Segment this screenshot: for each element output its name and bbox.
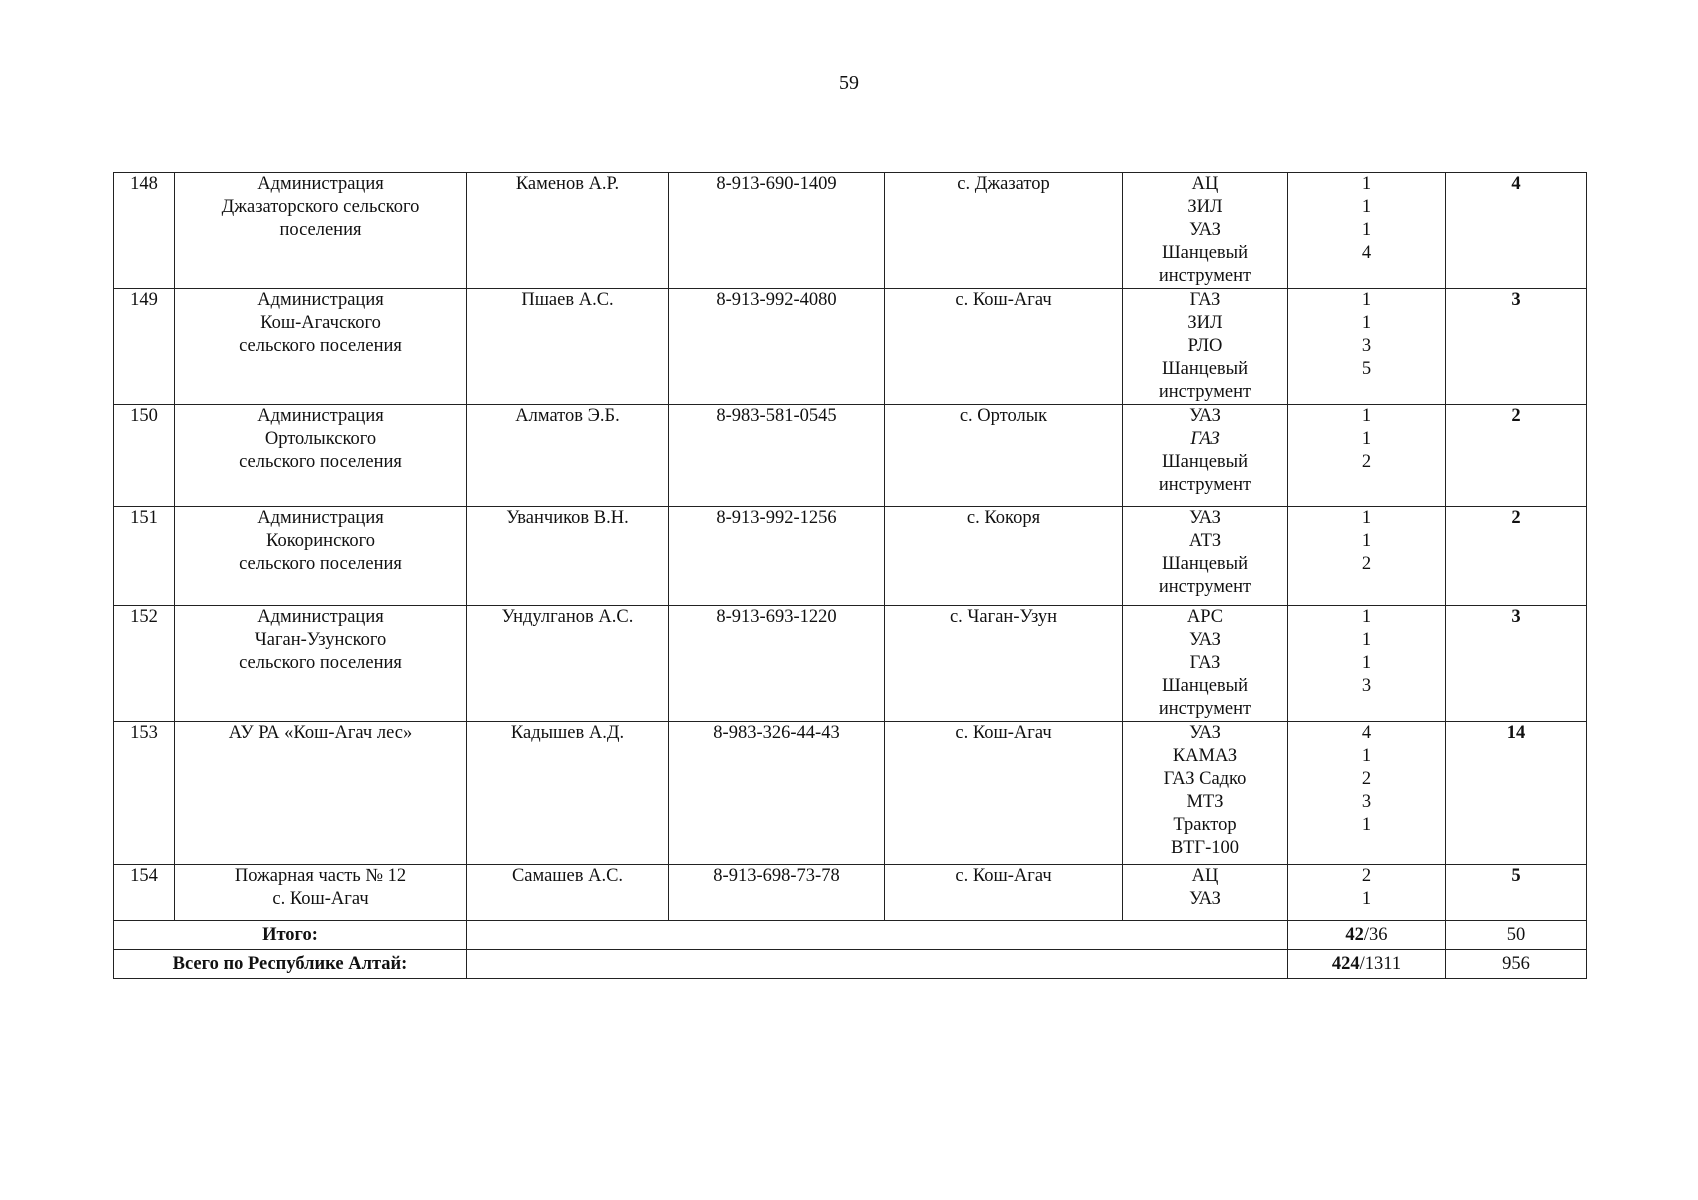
summary-count-cell	[1288, 921, 1446, 950]
responsible-person-cell	[467, 173, 669, 289]
locality: с. Кош-Агач	[955, 866, 1052, 886]
equipment-item: Шанцевый	[1162, 676, 1248, 696]
phone-cell	[669, 507, 885, 606]
equipment-item: ЗИЛ	[1187, 197, 1223, 217]
organization-line: сельского поселения	[239, 554, 402, 574]
organization-line: Чаган-Узунского	[254, 630, 387, 650]
row-number-cell	[114, 173, 175, 289]
equipment-item: АЦ	[1191, 866, 1219, 886]
equipment-item: УАЗ	[1189, 406, 1221, 426]
page-number: 59	[839, 72, 859, 94]
responsible-person-cell	[467, 507, 669, 606]
equipment-count: 1	[1361, 889, 1372, 909]
locality-cell	[885, 507, 1123, 606]
row-total: 3	[1511, 607, 1521, 627]
organization-line: Администрация	[257, 290, 384, 310]
equipment-count: 1	[1361, 607, 1372, 627]
equipment-count: 1	[1361, 429, 1372, 449]
summary-count-main: 424	[1331, 953, 1360, 974]
equipment-count: 1	[1361, 630, 1372, 650]
organization-line: сельского поселения	[239, 452, 402, 472]
row-total-cell	[1446, 865, 1587, 921]
summary-total-cell	[1446, 950, 1587, 979]
equipment-count: 1	[1361, 313, 1372, 333]
table-row	[114, 173, 1587, 289]
organization-line: сельского поселения	[239, 653, 402, 673]
row-number-cell	[114, 865, 175, 921]
equipment-cell	[1123, 865, 1288, 921]
locality: с. Кокоря	[966, 508, 1041, 528]
phone-number: 8-913-690-1409	[716, 174, 837, 194]
equipment-count: 1	[1361, 290, 1372, 310]
organization-cell	[175, 173, 467, 289]
equipment-item: Трактор	[1173, 815, 1237, 835]
equipment-item: инструмент	[1158, 577, 1252, 597]
row-number-cell	[114, 405, 175, 507]
organization-line: сельского поселения	[239, 336, 402, 356]
organization-line: Джазаторского сельского	[221, 197, 420, 217]
organization-line: Администрация	[257, 607, 384, 627]
summary-label: Всего по Республике Алтай:	[172, 953, 408, 974]
equipment-count: 1	[1361, 197, 1372, 217]
phone-cell	[669, 606, 885, 722]
summary-label-cell	[114, 950, 467, 979]
organization-line: с. Кош-Агач	[272, 889, 369, 909]
phone-cell	[669, 173, 885, 289]
equipment-count: 1	[1361, 406, 1372, 426]
equipment-item: Шанцевый	[1162, 452, 1248, 472]
phone-cell	[669, 722, 885, 865]
equipment-count: 3	[1361, 336, 1372, 356]
summary-count-main: 42	[1345, 924, 1364, 945]
phone-cell	[669, 289, 885, 405]
grand-total-row	[114, 950, 1587, 979]
equipment-item: УАЗ	[1189, 220, 1221, 240]
row-number-cell	[114, 289, 175, 405]
equipment-count: 1	[1361, 815, 1372, 835]
equipment-item: инструмент	[1158, 382, 1252, 402]
locality: с. Ортолык	[959, 406, 1048, 426]
phone-number: 8-913-992-1256	[716, 508, 837, 528]
table-row	[114, 405, 1587, 507]
row-total-cell	[1446, 507, 1587, 606]
row-number: 154	[130, 866, 158, 886]
equipment-count-cell	[1288, 507, 1446, 606]
equipment-count: 1	[1361, 508, 1372, 528]
responsible-person-cell	[467, 722, 669, 865]
summary-count-cell	[1288, 950, 1446, 979]
equipment-count-cell	[1288, 722, 1446, 865]
summary-label-cell	[114, 921, 467, 950]
row-total-cell	[1446, 722, 1587, 865]
summary-count-sub: /1311	[1359, 953, 1402, 974]
equipment-cell	[1123, 606, 1288, 722]
locality: с. Джазатор	[957, 174, 1050, 194]
row-total: 3	[1511, 290, 1521, 310]
equipment-count: 4	[1361, 243, 1372, 263]
equipment-count: 1	[1361, 220, 1372, 240]
organization-line: Пожарная часть № 12	[234, 866, 407, 886]
equipment-item: инструмент	[1158, 266, 1252, 286]
row-total: 2	[1511, 406, 1521, 426]
organization-line: поселения	[279, 220, 362, 240]
locality-cell	[885, 722, 1123, 865]
row-number: 149	[130, 290, 158, 310]
organization-line: Администрация	[257, 174, 384, 194]
summary-count	[1292, 953, 1441, 976]
equipment-count: 1	[1361, 531, 1372, 551]
equipment-count: 2	[1361, 554, 1372, 574]
responsible-person: Каменов А.Р.	[515, 174, 620, 194]
equipment-cell	[1123, 173, 1288, 289]
summary-empty-cell	[467, 921, 1288, 950]
equipment-count: 4	[1361, 723, 1372, 743]
row-total: 2	[1511, 508, 1521, 528]
table-row	[114, 865, 1587, 921]
row-total-cell	[1446, 606, 1587, 722]
row-total-cell	[1446, 405, 1587, 507]
summary-empty-cell	[467, 950, 1288, 979]
locality: с. Кош-Агач	[955, 290, 1052, 310]
equipment-count: 1	[1361, 746, 1372, 766]
responsible-person: Уванчиков В.Н.	[506, 508, 629, 528]
row-total-cell	[1446, 173, 1587, 289]
organization-cell	[175, 507, 467, 606]
equipment-cell	[1123, 722, 1288, 865]
equipment-item: АЦ	[1191, 174, 1219, 194]
row-total: 14	[1506, 723, 1526, 743]
subtotal-row	[114, 921, 1587, 950]
equipment-cell	[1123, 289, 1288, 405]
summary-total: 50	[1506, 924, 1526, 945]
locality-cell	[885, 289, 1123, 405]
summary-total-cell	[1446, 921, 1587, 950]
responsible-person: Самашев А.С.	[511, 866, 624, 886]
row-number: 148	[130, 174, 158, 194]
locality: с. Кош-Агач	[955, 723, 1052, 743]
locality-cell	[885, 865, 1123, 921]
organization-line: АУ РА «Кош-Агач лес»	[228, 723, 413, 743]
locality-cell	[885, 173, 1123, 289]
phone-cell	[669, 865, 885, 921]
equipment-item: АРС	[1186, 607, 1224, 627]
table-row	[114, 722, 1587, 865]
equipment-item: Шанцевый	[1162, 554, 1248, 574]
row-total: 5	[1511, 866, 1521, 886]
phone-number: 8-983-326-44-43	[713, 723, 840, 743]
summary-label: Итого:	[262, 924, 318, 945]
equipment-item: ГАЗ	[1189, 290, 1221, 310]
phone-number: 8-913-693-1220	[716, 607, 837, 627]
equipment-count-cell	[1288, 606, 1446, 722]
equipment-item: ГАЗ	[1190, 429, 1220, 449]
equipment-item: КАМАЗ	[1172, 746, 1238, 766]
equipment-item: ВТГ-100	[1170, 838, 1239, 858]
equipment-item: АТЗ	[1188, 531, 1222, 551]
equipment-cell	[1123, 405, 1288, 507]
responsible-person-cell	[467, 405, 669, 507]
phone-number: 8-913-992-4080	[716, 290, 837, 310]
phone-cell	[669, 405, 885, 507]
table-row	[114, 606, 1587, 722]
equipment-item: инструмент	[1158, 699, 1252, 719]
summary-count	[1292, 924, 1441, 947]
row-number-cell	[114, 507, 175, 606]
equipment-count: 1	[1361, 174, 1372, 194]
organization-line: Кош-Агачского	[260, 313, 381, 333]
table-row	[114, 289, 1587, 405]
equipment-count: 2	[1361, 769, 1372, 789]
table-row	[114, 507, 1587, 606]
row-number-cell	[114, 722, 175, 865]
row-total-cell	[1446, 289, 1587, 405]
equipment-count: 3	[1361, 676, 1372, 696]
row-number: 152	[130, 607, 158, 627]
equipment-count-cell	[1288, 289, 1446, 405]
row-total: 4	[1511, 174, 1521, 194]
row-number-cell	[114, 606, 175, 722]
responsible-person-cell	[467, 606, 669, 722]
equipment-item: Шанцевый	[1162, 359, 1248, 379]
equipment-count-cell	[1288, 173, 1446, 289]
equipment-item: УАЗ	[1189, 723, 1221, 743]
equipment-cell	[1123, 507, 1288, 606]
equipment-item: МТЗ	[1186, 792, 1224, 812]
locality-cell	[885, 606, 1123, 722]
locality-cell	[885, 405, 1123, 507]
summary-total: 956	[1502, 953, 1530, 974]
responsible-person-cell	[467, 865, 669, 921]
equipment-count: 5	[1361, 359, 1372, 379]
responsible-person-cell	[467, 289, 669, 405]
organization-cell	[175, 865, 467, 921]
organization-cell	[175, 606, 467, 722]
equipment-count: 2	[1361, 452, 1372, 472]
equipment-count: 2	[1361, 866, 1372, 886]
row-number: 150	[130, 406, 158, 426]
row-number: 151	[130, 508, 158, 528]
organization-line: Администрация	[257, 508, 384, 528]
organization-line: Кокоринского	[266, 531, 375, 551]
equipment-item: ЗИЛ	[1187, 313, 1223, 333]
equipment-count: 3	[1361, 792, 1372, 812]
responsible-person: Кадышев А.Д.	[510, 723, 625, 743]
row-number: 153	[130, 723, 158, 743]
equipment-table	[113, 172, 1587, 979]
locality: с. Чаган-Узун	[949, 607, 1058, 627]
organization-line: Администрация	[257, 406, 384, 426]
equipment-item: УАЗ	[1189, 889, 1221, 909]
equipment-count-cell	[1288, 865, 1446, 921]
equipment-item: РЛО	[1187, 336, 1223, 356]
equipment-item: ГАЗ Садко	[1163, 769, 1247, 789]
organization-cell	[175, 405, 467, 507]
responsible-person: Ундулганов А.С.	[501, 607, 634, 627]
equipment-item: ГАЗ	[1189, 653, 1221, 673]
organization-line: Ортолыкского	[264, 429, 377, 449]
phone-number: 8-913-698-73-78	[713, 866, 840, 886]
responsible-person: Алматов Э.Б.	[515, 406, 620, 426]
equipment-item: Шанцевый	[1162, 243, 1248, 263]
phone-number: 8-983-581-0545	[716, 406, 837, 426]
equipment-count-cell	[1288, 405, 1446, 507]
summary-count-sub: /36	[1363, 924, 1388, 945]
equipment-count: 1	[1361, 653, 1372, 673]
equipment-item: УАЗ	[1189, 508, 1221, 528]
responsible-person: Пшаев А.С.	[521, 290, 614, 310]
organization-cell	[175, 289, 467, 405]
equipment-item: УАЗ	[1189, 630, 1221, 650]
organization-cell	[175, 722, 467, 865]
equipment-item: инструмент	[1158, 475, 1252, 495]
